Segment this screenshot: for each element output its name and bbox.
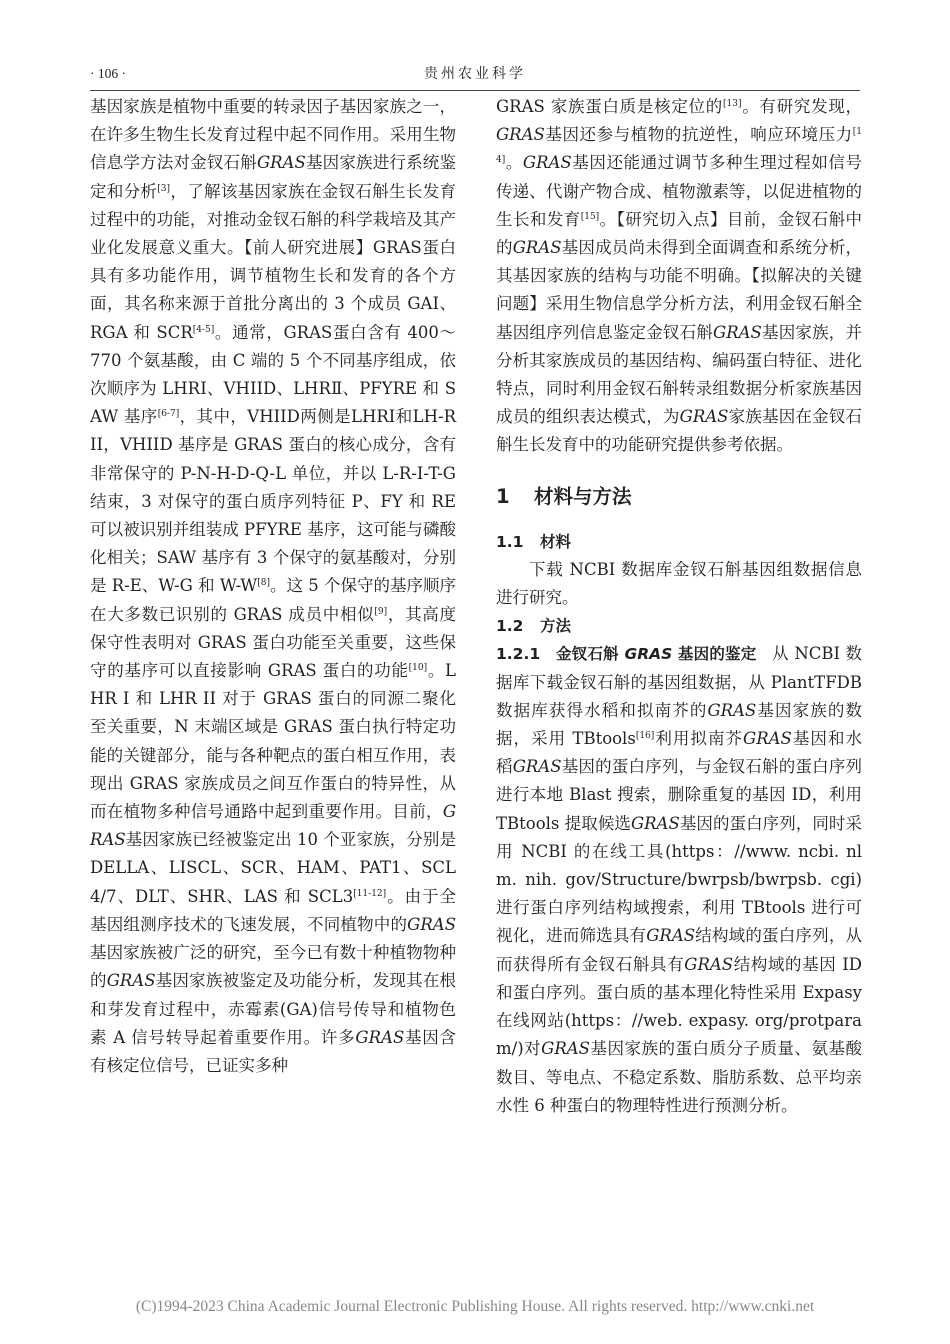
text-run: 基因的蛋白序列，同时采用 NCBI 的在线工具(https：//www. ncbi. nlm. nih. gov/Structure/bwrpsb/bwrpsb. cgi)进行蛋白序列结构域搜索，利用 TBtools 进行可视化，进而筛选具有: [496, 813, 863, 946]
text-run: ，其高度保守性表明对 GRAS 蛋白功能至关重要，这些保守的基序可以直接影响 GRAS 蛋白的功能: [90, 604, 456, 681]
text-run: 基因家族进行系统鉴定和分析: [90, 153, 457, 201]
citation-ref: [14]: [496, 127, 862, 166]
text-run: 结构域的基因 ID 和蛋白序列。蛋白质的基本理化特性采用 Expasy 在线网站(https：//web. expasy. org/protparam/)对: [496, 954, 862, 1059]
citation-ref: [6-7]: [157, 409, 180, 420]
citation-ref: [15]: [580, 211, 600, 222]
gene-name: GRAS: [646, 926, 696, 946]
gene-name: GRAS: [512, 238, 562, 258]
gene-name: GRAS: [679, 407, 729, 427]
gene-name: GRAS: [684, 954, 734, 974]
gene-name: GRAS: [630, 813, 680, 833]
text-run: 。: [505, 153, 523, 173]
text-run: 基因家族的蛋白质分子质量、氨基酸数目、等电点、不稳定系数、脂肪系数、总平均亲水性 6 种蛋白的物理特性进行预测分析。: [496, 1039, 862, 1115]
subsection-title: 材料: [540, 532, 572, 551]
gene-name: GRAS: [407, 914, 456, 934]
text-run: GRAS 家族蛋白质是核定位的: [496, 97, 723, 116]
subsection-number: 1.2: [496, 617, 524, 636]
citation-ref: [10]: [408, 663, 428, 674]
subsubsection-heading: GRAS: [624, 645, 673, 664]
subsection-heading-1-1: [496, 528, 862, 556]
text-run: 基因家族的数据，采用 TBtools: [496, 700, 863, 749]
citation-ref: [8]: [257, 578, 270, 589]
intro-paragraph-continued: [496, 93, 862, 460]
gene-name: GRAS: [522, 153, 572, 173]
text-run: 家族基因在金钗石斛生长发育中的功能研究提供参考依据。: [496, 407, 863, 455]
text-run: 基因还参与植物的抗逆性，响应环境压力: [544, 125, 853, 145]
text-run: 利用拟南芥: [654, 729, 744, 749]
citation-ref: [9]: [374, 606, 388, 617]
gene-name: GRAS: [512, 757, 562, 777]
text-run: 。【研究切入点】目前，金钗石斛中的: [496, 209, 863, 258]
gene-name: GRAS: [355, 1027, 405, 1047]
section-heading-1: [496, 482, 862, 512]
gene-name: GRAS: [496, 125, 545, 145]
subsection-number: 1.1: [496, 532, 524, 551]
gene-name: GRAS: [541, 1039, 590, 1059]
citation-ref: [3]: [157, 183, 171, 194]
gene-name: GRAS: [90, 802, 456, 850]
journal-name: 贵州农业科学: [424, 66, 526, 82]
subsection-heading-1-2: [496, 612, 862, 640]
copyright-footer: (C)1994-2023 China Academic Journal Electronic Publishing House. All rights reserved. http://www.cnki.net: [135, 1298, 815, 1315]
gene-name: GRAS: [743, 729, 792, 749]
subsubsection-heading: 基因的鉴定: [672, 645, 773, 664]
subsection-title: 方法: [540, 617, 572, 636]
text-run: 基因和水稻: [496, 729, 863, 777]
text-run: ，其中，VHIID两侧是LHRI和LH-RII，VHIID 基序是 GRAS 蛋白的核心成分，含有非常保守的 P-N-H-D-Q-L 单位，并以 L-R-I-T-G 结束，3 对保守的蛋白质序列特征 P、FY 和 RE 可以被识别并组装成 PFYRE 基序，这可能与磷酸化相关；SAW 基序有 3 个保守的氨基酸对，分别是 R-E、W-G 和 W-W: [90, 407, 456, 596]
citation-ref: [4-5]: [192, 324, 215, 335]
text-run: 基因家族被广泛的研究，至今已有数十种植物物种的: [90, 943, 456, 991]
citation-ref: [11-12]: [353, 888, 387, 899]
right-column: [496, 93, 862, 1120]
text-run: 基因家族是植物中重要的转录因子基因家族之一，在许多生物生长发育过程中起不同作用。采用生物信息学方法对金钗石斛: [90, 97, 456, 173]
gene-name: GRAS: [713, 322, 762, 342]
intro-paragraph: [90, 93, 456, 1080]
subsubsection-heading: 1.2.1 金钗石斛: [496, 645, 625, 664]
text-run: 从 NCBI 数据库下载金钗石斛的基因组数据，从 PlantTFDB 数据库获得水稻和拟南芥的: [496, 644, 862, 720]
running-header: [90, 62, 860, 91]
text-run: 。由于全基因组测序技术的飞速发展，不同植物中的: [90, 886, 456, 934]
gene-name: GRAS: [256, 153, 306, 173]
text-run: 。LHR I 和 LHR II 对于 GRAS 蛋白的同源二聚化至关重要，N 末端区域是 GRAS 蛋白执行特定功能的关键部分，能与各种靶点的蛋白相互作用，表现出 GRAS 家族成员之间互作蛋白的特异性，从而在植物多种信号通路中起到重要作用。目前，: [90, 661, 456, 822]
text-run: 基因家族，并分析其家族成员的基因结构、编码蛋白特征、进化特点，同时利用金钗石斛转录组数据分析家族基因成员的组织表达模式，为: [496, 322, 863, 427]
text-run: 。这 5 个保守的基序顺序在大多数已识别的 GRAS 成员中相似: [90, 576, 456, 624]
methods-paragraph: [496, 640, 862, 1119]
text-run: 基因还能通过调节多种生理过程如信号传递、代谢产物合成、植物激素等，以促进植物的生长和发育: [496, 153, 863, 229]
citation-ref: [13]: [722, 99, 742, 109]
citation-ref: [16]: [635, 731, 655, 742]
text-run: 基因的蛋白序列，与金钗石斛的蛋白序列进行本地 Blast 搜索，删除重复的基因 ID，利用 TBtools 提取候选: [496, 757, 863, 833]
text-run: 基因家族被鉴定及功能分析，发现其在根和芽发育过程中，赤霉素(GA)信号传导和植物色素 A 信号转导起着重要作用。许多: [90, 971, 457, 1047]
text-run: ，了解该基因家族在金钗石斛生长发育过程中的功能，对推动金钗石斛的科学栽培及其产业化发展意义重大。【前人研究进展】GRAS蛋白具有多功能作用，调节植物生长和发育的各个方面，其名称来源于首批分离出的 3 个成员 GAI、RGA 和 SCR: [90, 181, 457, 342]
gene-name: GRAS: [707, 700, 757, 720]
materials-paragraph: 下载 NCBI 数据库金钗石斛基因组数据信息进行研究。: [496, 559, 862, 608]
text-run: 结构域的蛋白序列，从而获得所有金钗石斛具有: [496, 926, 863, 974]
page-number: · 106 ·: [90, 66, 126, 81]
gene-name: GRAS: [106, 971, 156, 991]
left-column: [90, 93, 456, 1080]
section-number: 1: [496, 484, 510, 508]
text-run: 。通常，GRAS蛋白含有 400～770 个氨基酸，由 C 端的 5 个不同基序组成，依次顺序为 LHRⅠ、VHIID、LHRⅡ、PFYRE 和 SAW 基序: [90, 322, 456, 427]
text-run: 。有研究发现，: [741, 97, 862, 116]
text-run: 基因成员尚未得到全面调查和系统分析，其基因家族的结构与功能不明确。【拟解决的关键问题】采用生物信息学分析方法，利用金钗石斛全基因组序列信息鉴定金钗石斛: [496, 238, 863, 342]
section-title: 材料与方法: [534, 484, 632, 508]
text-run: 基因含有核定位信号，已证实多种: [90, 1027, 457, 1075]
text-run: 基因家族已经被鉴定出 10 个亚家族，分别是 DELLA、LISCL、SCR、HAM、PAT1、SCL4/7、DLT、SHR、LAS 和 SCL3: [90, 830, 456, 906]
